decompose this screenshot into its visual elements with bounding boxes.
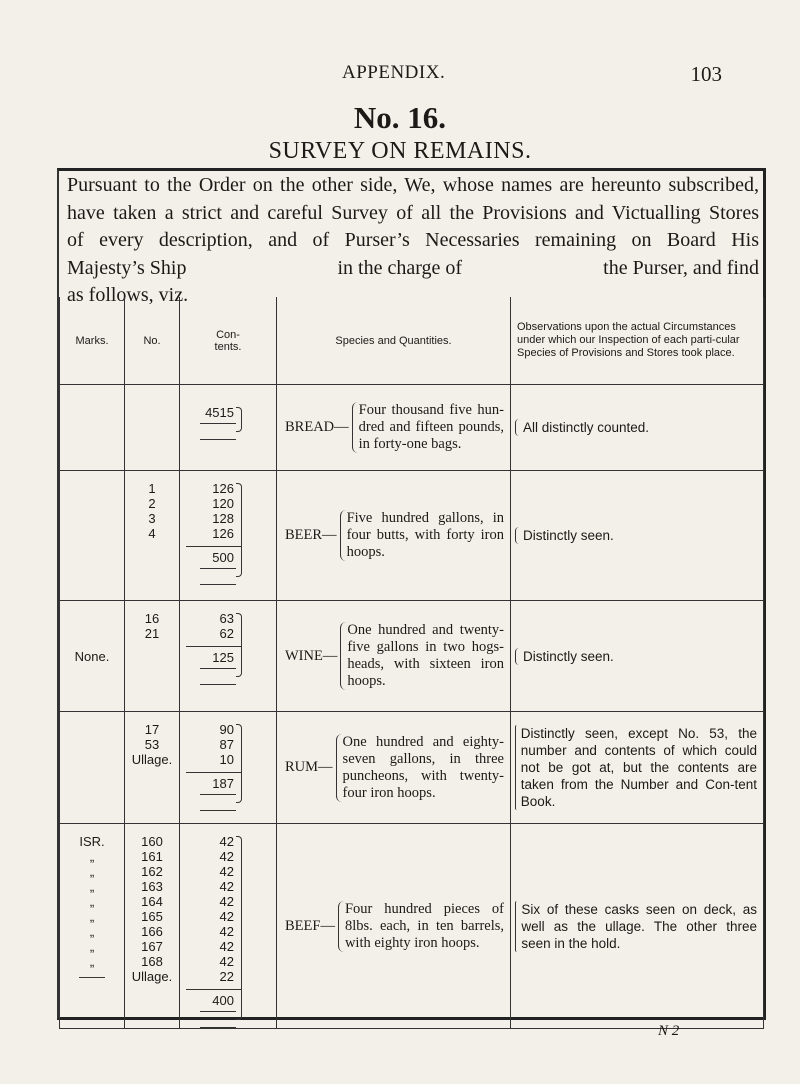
cask-number: 2 <box>148 496 156 511</box>
brace-mark <box>515 725 517 810</box>
double-rule <box>200 668 236 685</box>
document-number: No. 16. <box>353 100 447 135</box>
contents-value: 42 <box>219 879 234 894</box>
signature-mark: N 2 <box>658 1023 680 1039</box>
contents-value: 128 <box>212 511 234 526</box>
cask-number: 163 <box>141 879 163 894</box>
no-cell <box>125 601 180 712</box>
brace-mark <box>236 483 242 577</box>
observation-cell <box>511 601 764 712</box>
brace-mark <box>515 527 519 544</box>
table-row <box>60 471 764 601</box>
page-number: 103 <box>690 62 722 86</box>
double-rule <box>200 794 236 811</box>
contents-value: 22 <box>219 969 234 984</box>
header-observations: Observations upon the actual Circumstances under which our Inspection of each parti-cular Species of Provisions and Stores took place. <box>511 297 764 385</box>
cask-number: 167 <box>141 939 163 954</box>
species-cell <box>277 601 511 712</box>
marks-cell <box>60 601 125 712</box>
brace-mark <box>236 613 242 677</box>
marks-cell <box>60 471 125 601</box>
contents-total: 500 <box>186 546 242 565</box>
cask-number: Ullage. <box>131 969 173 984</box>
brace-mark <box>236 724 242 803</box>
preamble-charge-label: in the charge of <box>337 256 463 279</box>
contents-group <box>186 834 242 1028</box>
species-entry <box>277 622 510 690</box>
contents-value: 90 <box>219 722 234 737</box>
running-head-title: APPENDIX. <box>342 62 446 83</box>
contents-cell <box>180 712 277 824</box>
preamble-line: Pursuant to the Order on the other side, We, whose names are hereunto subscribed, <box>67 174 759 196</box>
mark-value: „ <box>89 954 95 969</box>
brace-mark <box>236 836 242 1020</box>
species-cell <box>277 824 511 1029</box>
cask-number: 16 <box>144 611 160 626</box>
observation-cell <box>511 385 764 471</box>
cask-number: 4 <box>148 526 156 541</box>
species-description: Four thousand five hun-dred and fifteen pounds, in forty-one bags. <box>352 402 504 453</box>
contents-value: 42 <box>219 909 234 924</box>
observation-cell <box>511 824 764 1029</box>
double-rule <box>200 568 236 585</box>
mark-value: „ <box>89 909 95 924</box>
species-description: Four hundred pieces of 8lbs. each, in ten barrels, with eighty iron hoops. <box>338 901 504 952</box>
contents-group <box>186 481 242 585</box>
cask-number: 17 <box>144 722 160 737</box>
contents-value: 42 <box>219 849 234 864</box>
mark-value: „ <box>89 879 95 894</box>
contents-value: 42 <box>219 834 234 849</box>
brace-mark <box>236 407 242 432</box>
contents-total: 187 <box>186 772 242 791</box>
preamble-line: have taken a strict and careful Survey of all the Provisions and Victualling Stores <box>67 201 759 224</box>
observation-cell <box>511 712 764 824</box>
contents-value: 42 <box>219 894 234 909</box>
document-title: SURVEY ON REMAINS. <box>268 138 532 164</box>
mark-value: „ <box>89 864 95 879</box>
species-entry <box>277 734 510 802</box>
contents-value: 42 <box>219 939 234 954</box>
brace-mark <box>515 901 517 952</box>
marks-cell <box>60 824 125 1029</box>
observation-entry <box>511 648 763 665</box>
no-cell <box>125 712 180 824</box>
observation-entry <box>511 419 763 436</box>
table-body <box>60 385 764 1029</box>
running-head <box>0 62 800 86</box>
cask-number: 168 <box>141 954 163 969</box>
species-description: One hundred and eighty-seven gallons, in three puncheons, with twenty-four iron hoops. <box>336 734 504 802</box>
contents-value: 10 <box>219 752 234 767</box>
cask-number: 164 <box>141 894 163 909</box>
mark-value: „ <box>89 939 95 954</box>
species-name: BREAD— <box>285 419 349 435</box>
mark-value <box>60 405 124 420</box>
cask-number: 160 <box>141 834 163 849</box>
contents-value: 120 <box>212 496 234 511</box>
contents-value: 4515 <box>205 405 234 420</box>
contents-total: 125 <box>186 646 242 665</box>
contents-value: 126 <box>212 526 234 541</box>
table-row <box>60 824 764 1029</box>
contents-value: 126 <box>212 481 234 496</box>
mark-value <box>60 481 124 496</box>
species-name: BEER— <box>285 527 337 543</box>
species-name: WINE— <box>285 647 338 664</box>
mark-value: None. <box>74 648 110 664</box>
species-cell <box>277 712 511 824</box>
marks-cell <box>60 385 125 471</box>
cask-number: 166 <box>141 924 163 939</box>
mark-value: „ <box>89 924 95 939</box>
contents-cell <box>180 385 277 471</box>
observation-text: All distinctly counted. <box>523 420 650 435</box>
contents-value: 42 <box>219 864 234 879</box>
preamble-ship-label: Majesty’s Ship <box>67 256 187 279</box>
observation-text: Six of these casks seen on deck, as well as the ullage. The other three seen in the hold. <box>521 901 757 951</box>
table-row <box>60 601 764 712</box>
species-cell <box>277 471 511 601</box>
contents-group <box>186 611 242 685</box>
brace-mark <box>515 419 519 436</box>
contents-group <box>186 405 242 440</box>
observation-entry <box>511 725 763 810</box>
species-description: Five hundred gallons, in four butts, with forty iron hoops. <box>340 510 504 561</box>
cask-number: 53 <box>144 737 160 752</box>
mark-value: „ <box>89 849 95 864</box>
mark-value: ISR. <box>79 834 105 849</box>
contents-value: 42 <box>219 924 234 939</box>
observation-cell <box>511 471 764 601</box>
header-no: No. <box>125 297 180 385</box>
no-cell <box>125 385 180 471</box>
double-rule <box>200 423 236 440</box>
cask-number: 1 <box>148 481 156 496</box>
cask-number: Ullage. <box>131 752 173 767</box>
preamble-purser-label: the Purser, and find <box>603 256 759 279</box>
mark-value: —— <box>79 969 105 984</box>
observation-text: Distinctly seen. <box>523 648 614 664</box>
contents-cell <box>180 824 277 1029</box>
observation-text: Distinctly seen, except No. 53, the number and contents of which could not be got at, but the contents are taken from the Number and Con-tent Book. <box>520 726 757 809</box>
species-name: BEEF— <box>285 917 335 934</box>
table-row <box>60 385 764 471</box>
contents-group <box>186 722 242 811</box>
contents-cell <box>180 471 277 601</box>
cask-number: 165 <box>141 909 163 924</box>
contents-value: 87 <box>219 737 234 752</box>
mark-value: „ <box>89 894 95 909</box>
contents-cell <box>180 601 277 712</box>
cask-number: 162 <box>141 864 163 879</box>
contents-value: 62 <box>219 626 234 641</box>
mark-value <box>60 722 124 737</box>
header-marks: Marks. <box>60 297 125 385</box>
no-cell <box>125 824 180 1029</box>
observation-entry <box>511 901 763 952</box>
contents-value: 42 <box>219 954 234 969</box>
preamble-line: as follows, viz. <box>67 284 189 306</box>
cask-number: 21 <box>144 626 160 641</box>
contents-value: 63 <box>219 611 234 626</box>
cask-number: 3 <box>148 511 156 526</box>
double-rule <box>200 1011 236 1028</box>
no-cell <box>125 471 180 601</box>
preamble-line: of every description, and of Purser’s Necessaries remaining on Board His <box>67 229 759 251</box>
header-contents: Con- tents. <box>180 297 277 385</box>
preamble <box>67 172 759 310</box>
species-name: RUM— <box>285 759 333 775</box>
cask-number <box>125 405 179 420</box>
marks-cell <box>60 712 125 824</box>
species-cell <box>277 385 511 471</box>
brace-mark <box>515 648 519 665</box>
contents-total: 400 <box>186 989 242 1008</box>
species-entry <box>277 402 510 453</box>
table-row <box>60 712 764 824</box>
preamble-line-ship <box>67 255 759 283</box>
survey-table <box>59 297 764 1029</box>
species-description: One hundred and twenty-five gallons in two hogs-heads, with sixteen iron hoops. <box>340 622 504 690</box>
observation-entry <box>511 527 763 544</box>
cask-number: 161 <box>141 849 163 864</box>
table-header-row <box>60 297 764 385</box>
species-entry <box>277 510 510 561</box>
species-entry <box>277 901 510 952</box>
observation-text: Distinctly seen. <box>523 528 614 543</box>
header-species: Species and Quantities. <box>277 297 511 385</box>
